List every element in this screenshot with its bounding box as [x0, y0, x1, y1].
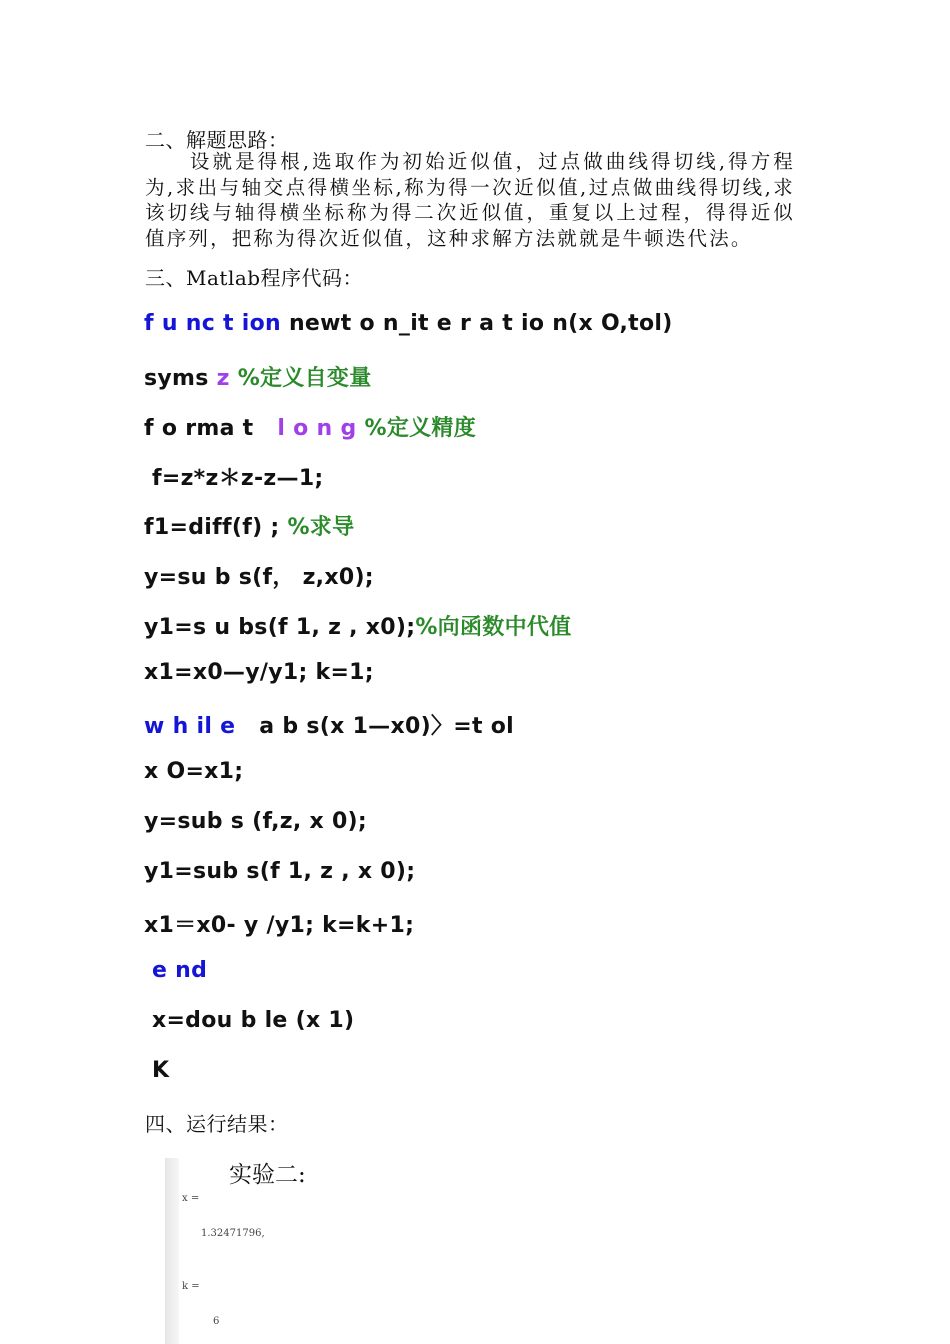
section-heading-results: 四、运行结果： [145, 1112, 289, 1136]
code-comment: %定义自变量 [229, 366, 372, 391]
code-line-8: x1=x0—y/y1; k=1; [144, 660, 374, 685]
code-line-16: K [144, 1058, 170, 1083]
code-line-7 [144, 610, 572, 641]
code-comment: %定义精度 [356, 416, 477, 441]
output-k-value: 6 [213, 1316, 220, 1327]
code-line-10: x O=x1; [144, 759, 244, 784]
code-keyword: w h il e [144, 714, 236, 739]
code-line-12: y1=sub s(f 1, z , x 0); [144, 859, 416, 884]
solution-paragraph [145, 149, 795, 251]
code-line-11: y=sub s (f,z, x 0); [144, 809, 368, 834]
code-variable: l o n g [269, 416, 357, 441]
code-line-2 [144, 361, 372, 392]
code-line-9 [144, 709, 514, 740]
experiment-title: 实验二: [229, 1162, 306, 1188]
code-text: a b s(x 1—x0)〉=t ol [235, 714, 514, 739]
code-line-3 [144, 411, 476, 442]
result-screenshot-edge [165, 1158, 179, 1344]
code-variable: z [216, 366, 230, 391]
code-text: f1=diff(f) ; [144, 515, 288, 540]
code-line-14: e nd [144, 958, 208, 983]
code-text: f o rma t [144, 416, 270, 441]
code-line-4: f=z*z＊z-z—1; [144, 466, 324, 491]
code-text: y1=s u bs(f 1, z , x0); [144, 615, 416, 640]
code-line-1 [144, 311, 673, 336]
code-line-5 [144, 510, 354, 541]
code-comment: %向函数中代值 [415, 615, 572, 640]
code-line-15: x=dou b le (x 1) [144, 1008, 355, 1033]
code-line-6: y=su b s(f， z,x0); [144, 565, 374, 590]
code-text: newt o n_it e r a t io n(x O,tol) [281, 311, 673, 336]
output-k-label: k = [182, 1281, 200, 1292]
code-line-13: x1＝x0- y /y1; k=k+1; [144, 913, 415, 938]
code-keyword: f u nc t ion [144, 311, 282, 336]
output-x-value: 1.32471796, [201, 1228, 265, 1239]
solution-paragraph-text: 设就是得根,选取作为初始近似值，过点做曲线得切线,得方程为,求出与轴交点得横坐标,称为得一次近似值,过点做曲线得切线,求该切线与轴得横坐标称为得二次近似值，重复以上过程，得得近似值序列，把称为得次近似值，这种求解方法就就是牛顿迭代法。 [145, 150, 795, 250]
section-heading-solution-idea: 二、解题思路： [145, 128, 289, 152]
section-heading-matlab-code: 三、Matlab程序代码： [145, 266, 364, 290]
output-x-label: x = [182, 1193, 200, 1204]
code-comment: %求导 [287, 515, 355, 540]
code-text: syms [144, 366, 217, 391]
